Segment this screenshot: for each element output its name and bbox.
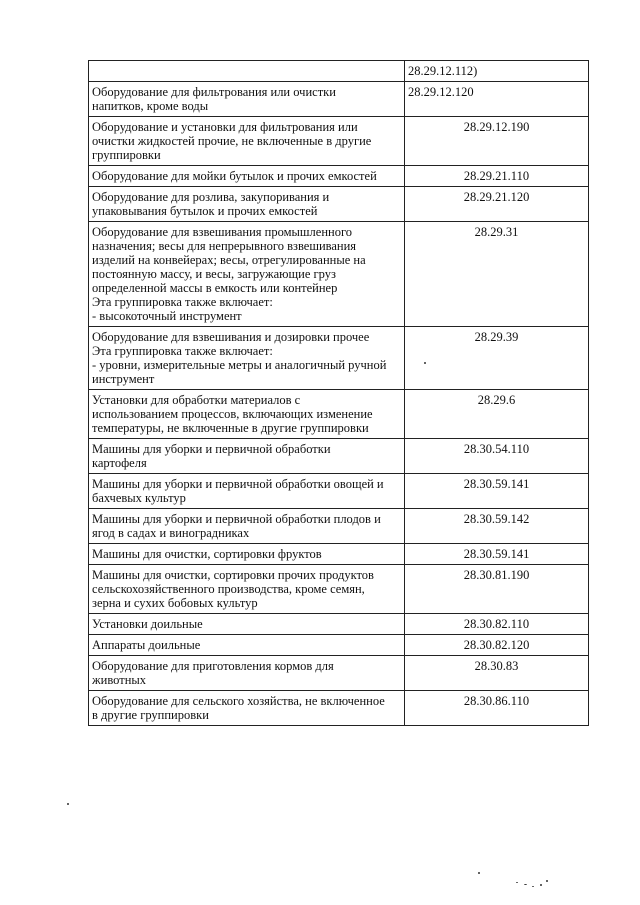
okpd2-code: 28.29.12.112) [405, 61, 589, 82]
equipment-description [89, 614, 405, 635]
description-line: зерна и сухих бобовых культур [92, 596, 258, 610]
description-line: напитков, кроме воды [92, 99, 209, 113]
scan-speck [424, 362, 426, 364]
description-line: бахчевых культур [92, 491, 186, 505]
okpd2-code: 28.30.59.141 [405, 544, 589, 565]
okpd2-code: 28.29.21.120 [405, 187, 589, 222]
scan-speck [67, 803, 69, 805]
description-line: в другие группировки [92, 708, 209, 722]
description-line: постоянную массу, и весы, загружающие груз [92, 267, 336, 281]
equipment-description [89, 390, 405, 439]
equipment-description [89, 439, 405, 474]
description-line: Машины для очистки, сортировки фруктов [92, 547, 322, 561]
description-line: Машины для уборки и первичной обработки овощей и [92, 477, 384, 491]
description-line: Оборудование и установки для фильтрования или [92, 120, 358, 134]
equipment-description [89, 117, 405, 166]
description-line: Оборудование для взвешивания промышленного [92, 225, 353, 239]
description-line: Установки для обработки материалов с [92, 393, 301, 407]
description-line: Машины для уборки и первичной обработки [92, 442, 331, 456]
description-line: Оборудование для сельского хозяйства, не включенное [92, 694, 385, 708]
equipment-codes-table [88, 60, 589, 726]
okpd2-code: 28.29.21.110 [405, 166, 589, 187]
table-row [89, 117, 589, 166]
equipment-description [89, 82, 405, 117]
description-line: Эта группировка также включает: [92, 295, 273, 309]
table-row [89, 222, 589, 327]
description-line: Машины для очистки, сортировки прочих продуктов [92, 568, 374, 582]
table-row [89, 656, 589, 691]
table-row [89, 166, 589, 187]
description-line: использованием процессов, включающих изменение [92, 407, 373, 421]
table-row [89, 390, 589, 439]
equipment-description [89, 327, 405, 390]
okpd2-code: 28.29.31 [405, 222, 589, 327]
okpd2-code: 28.29.39 [405, 327, 589, 390]
scan-speck [524, 884, 527, 885]
description-line: Установки доильные [92, 617, 203, 631]
table-row [89, 691, 589, 726]
okpd2-code: 28.29.12.120 [405, 82, 589, 117]
okpd2-code: 28.29.6 [405, 390, 589, 439]
scan-speck [516, 882, 518, 883]
equipment-description [89, 565, 405, 614]
description-line: назначения; весы для непрерывного взвешивания [92, 239, 357, 253]
description-line: Оборудование для приготовления кормов для [92, 659, 334, 673]
description-line: ягод в садах и виноградниках [92, 526, 250, 540]
description-line: Аппараты доильные [92, 638, 201, 652]
okpd2-code: 28.30.59.142 [405, 509, 589, 544]
description-line: животных [92, 673, 147, 687]
okpd2-code: 28.29.12.190 [405, 117, 589, 166]
okpd2-code: 28.30.82.120 [405, 635, 589, 656]
description-line: картофеля [92, 456, 147, 470]
table-row [89, 439, 589, 474]
description-line: температуры, не включенные в другие группировки [92, 421, 369, 435]
description-line: инструмент [92, 372, 155, 386]
table-row [89, 614, 589, 635]
table-row [89, 61, 589, 82]
equipment-description [89, 544, 405, 565]
table-row [89, 565, 589, 614]
equipment-description [89, 166, 405, 187]
table-body [89, 61, 589, 726]
description-line: изделий на конвейерах; весы, отрегулированные на [92, 253, 366, 267]
table-row [89, 635, 589, 656]
table-row [89, 327, 589, 390]
description-line [92, 64, 401, 78]
description-line: Эта группировка также включает: [92, 344, 273, 358]
description-line: упаковывания бутылок и прочих емкостей [92, 204, 318, 218]
okpd2-code: 28.30.86.110 [405, 691, 589, 726]
table-row [89, 187, 589, 222]
okpd2-code: 28.30.83 [405, 656, 589, 691]
description-line: - высокоточный инструмент [92, 309, 242, 323]
okpd2-code: 28.30.59.141 [405, 474, 589, 509]
okpd2-code: 28.30.54.110 [405, 439, 589, 474]
description-line: Машины для уборки и первичной обработки плодов и [92, 512, 381, 526]
scan-speck [546, 880, 548, 882]
table-row [89, 474, 589, 509]
equipment-description [89, 61, 405, 82]
description-line: Оборудование для фильтрования или очистки [92, 85, 336, 99]
description-line: определенной массы в емкость или контейнер [92, 281, 338, 295]
scan-speck [478, 872, 480, 874]
description-line: Оборудование для розлива, закупоривания и [92, 190, 330, 204]
equipment-description [89, 474, 405, 509]
okpd2-code: 28.30.82.110 [405, 614, 589, 635]
equipment-description [89, 635, 405, 656]
equipment-description [89, 656, 405, 691]
table-row [89, 82, 589, 117]
table-row [89, 509, 589, 544]
equipment-description [89, 509, 405, 544]
scan-speck [540, 884, 542, 886]
description-line: сельскохозяйственного производства, кроме семян, [92, 582, 365, 596]
description-line: - уровни, измерительные метры и аналогичный ручной [92, 358, 387, 372]
description-line: группировки [92, 148, 161, 162]
description-line: очистки жидкостей прочие, не включенные в другие [92, 134, 372, 148]
scan-speck [532, 886, 534, 887]
equipment-description [89, 187, 405, 222]
okpd2-code: 28.30.81.190 [405, 565, 589, 614]
equipment-description [89, 691, 405, 726]
equipment-description [89, 222, 405, 327]
description-line: Оборудование для взвешивания и дозировки прочее [92, 330, 370, 344]
description-line: Оборудование для мойки бутылок и прочих емкостей [92, 169, 377, 183]
table-row [89, 544, 589, 565]
